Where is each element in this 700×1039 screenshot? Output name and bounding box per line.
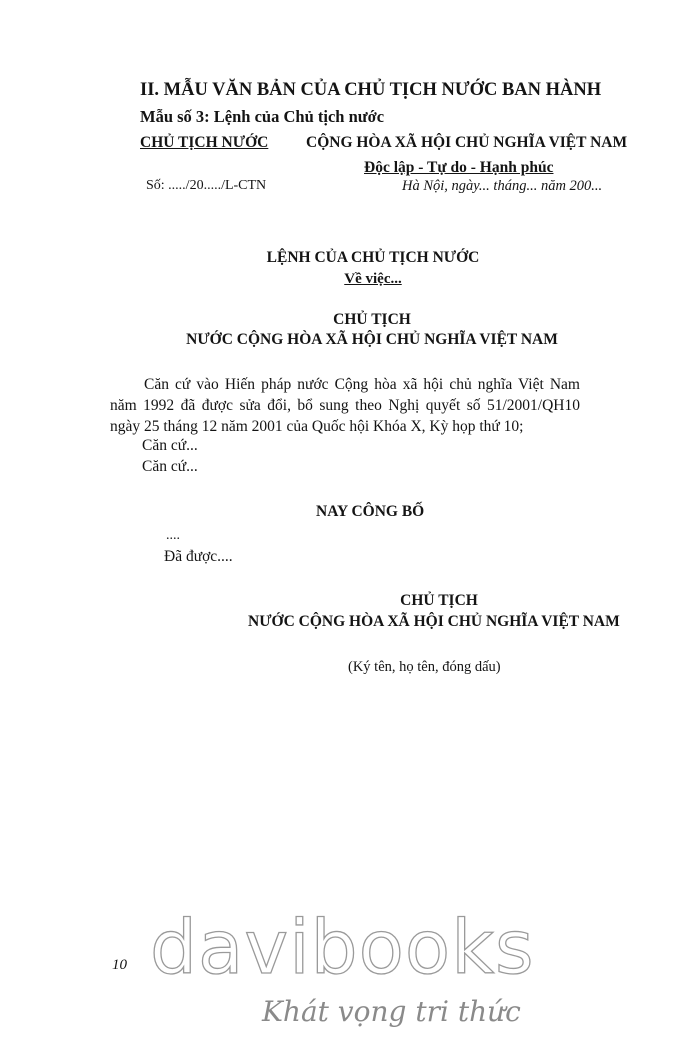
nation-name: CỘNG HÒA XÃ HỘI CHỦ NGHĨA VIỆT NAM (306, 134, 628, 151)
authority-nation: NƯỚC CỘNG HÒA XÃ HỘI CHỦ NGHĨA VIỆT NAM (186, 331, 558, 348)
document-type-title: LỆNH CỦA CHỦ TỊCH NƯỚC (266, 249, 480, 266)
section-title: II. MẪU VĂN BẢN CỦA CHỦ TỊCH NƯỚC BAN HÀNH (140, 80, 602, 100)
announcement-item: .... (166, 528, 180, 543)
signature-nation: NƯỚC CỘNG HÒA XÃ HỘI CHỦ NGHĨA VIỆT NAM (248, 613, 620, 630)
legal-basis-2: Căn cứ... (142, 437, 198, 454)
approved-line: Đã được.... (164, 548, 233, 565)
form-title: Mẫu số 3: Lệnh của Chủ tịch nước (140, 107, 385, 126)
signature-note: (Ký tên, họ tên, đóng dấu) (348, 659, 501, 675)
national-motto: Độc lập - Tự do - Hạnh phúc (364, 159, 554, 176)
signature-title: CHỦ TỊCH (400, 592, 478, 609)
document-subject: Về việc... (344, 271, 402, 287)
legal-basis-3: Căn cứ... (142, 458, 198, 475)
watermark-slogan: Khát vọng tri thức (262, 995, 521, 1028)
issuer-name: CHỦ TỊCH NƯỚC (140, 134, 269, 151)
page-number: 10 (112, 957, 127, 973)
document-number: Số: ...../20...../L-CTN (146, 178, 267, 193)
announce-heading: NAY CÔNG BỐ (316, 503, 425, 520)
authority-title: CHỦ TỊCH (333, 311, 411, 328)
legal-basis-paragraph: Căn cứ vào Hiến pháp nước Cộng hòa xã hội chủ nghĩa Việt Nam năm 1992 đã được sửa đổi, bổ sung theo Nghị quyết số 51/2001/QH10 ngày 25 tháng 12 năm 2001 của Quốc hội Khóa X, Kỳ họp thứ 10; (110, 376, 580, 435)
watermark-brand: davibooks (150, 905, 535, 991)
place-date: Hà Nội, ngày... tháng... năm 200... (402, 178, 603, 194)
